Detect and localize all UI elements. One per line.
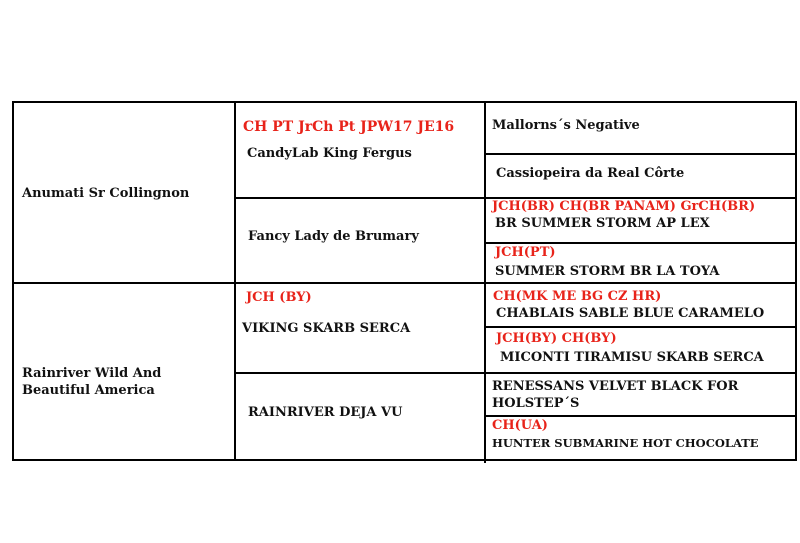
great-grandparent-1-name: Mallorns´s Negative <box>492 118 640 133</box>
grandparent-3-title: JCH (BY) <box>246 290 312 305</box>
great-grandparent-8-title: CH(UA) <box>492 418 548 433</box>
great-grandparent-4-title: JCH(PT) <box>495 245 556 260</box>
great-grandparent-2-name: Cassiopeira da Real Côrte <box>496 166 685 181</box>
pedigree-table <box>12 101 797 461</box>
column-divider-1 <box>234 101 236 461</box>
grandparent-3 <box>242 289 411 337</box>
border-bottom <box>12 459 797 461</box>
border-left <box>12 101 14 461</box>
great-grandparent-2 <box>496 165 684 182</box>
great-grandparent-6-name: MICONTI TIRAMISU SKARB SERCA <box>500 350 764 365</box>
great-grandparent-1 <box>492 117 640 134</box>
great-grandparent-3 <box>492 198 755 232</box>
great-grandparent-8 <box>492 417 759 452</box>
great-grandparent-5-title: CH(MK ME BG CZ HR) <box>493 289 662 304</box>
grandparent-1-name: CandyLab King Fergus <box>247 146 412 161</box>
great-grandparent-6-title: JCH(BY) CH(BY) <box>496 331 617 346</box>
great-grandparent-4 <box>495 244 719 280</box>
row-divider-grandparents-2 <box>234 372 797 374</box>
great-grandparent-7-name-line2: HOLSTEP´S <box>492 396 580 411</box>
great-grandparent-5-name: CHABLAIS SABLE BLUE CARAMELO <box>496 306 765 321</box>
grandparent-1-title: CH PT JrCh Pt JPW17 JE16 <box>243 119 455 135</box>
parent-dam-name-line2: Beautiful America <box>22 383 155 398</box>
parent-sire <box>22 185 189 202</box>
parent-dam <box>22 365 161 399</box>
great-grandparent-8-name: HUNTER SUBMARINE HOT CHOCOLATE <box>492 436 759 450</box>
parent-sire-name: Anumati Sr Collingnon <box>22 186 190 201</box>
great-grandparent-7-name-line1: RENESSANS VELVET BLACK FOR <box>492 379 739 394</box>
great-grandparent-4-name: SUMMER STORM BR LA TOYA <box>495 264 720 279</box>
row-divider-parents <box>12 282 797 284</box>
grandparent-4 <box>248 404 402 421</box>
great-grandparent-3-name: BR SUMMER STORM AP LEX <box>495 216 710 231</box>
border-right <box>795 101 797 461</box>
row-divider-gg-1 <box>484 153 797 155</box>
great-grandparent-5 <box>493 288 764 322</box>
border-top <box>12 101 797 103</box>
parent-dam-name-line1: Rainriver Wild And <box>22 366 162 381</box>
grandparent-2 <box>248 228 419 245</box>
row-divider-gg-5 <box>484 326 797 328</box>
grandparent-3-name: VIKING SKARB SERCA <box>242 321 411 336</box>
grandparent-2-name: Fancy Lady de Brumary <box>248 229 419 244</box>
grandparent-4-name: RAINRIVER DEJA VU <box>248 405 403 420</box>
grandparent-1 <box>242 119 454 162</box>
great-grandparent-3-title: JCH(BR) CH(BR PANAM) GrCH(BR) <box>492 199 756 214</box>
great-grandparent-7 <box>492 378 738 412</box>
great-grandparent-6 <box>496 330 764 366</box>
